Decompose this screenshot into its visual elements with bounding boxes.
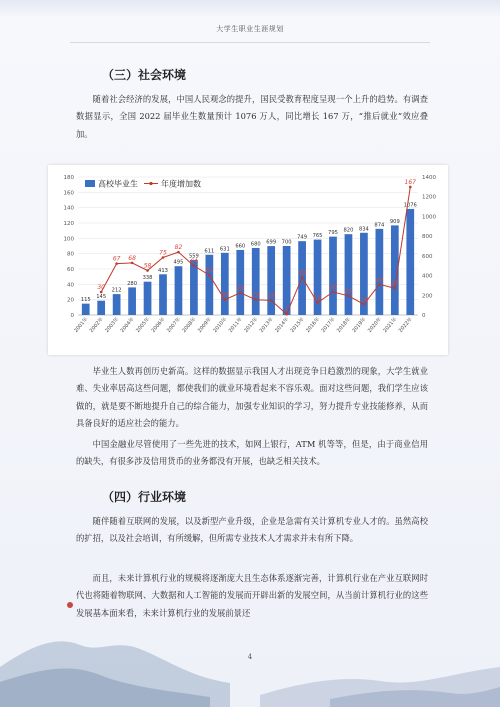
x-tick-label: 2017年 — [320, 316, 337, 334]
bar — [221, 253, 229, 315]
line-point — [100, 291, 103, 294]
y-left-tick-label: 0 — [70, 313, 74, 319]
x-tick-label: 2015年 — [289, 316, 306, 334]
line-value-label: 52 — [205, 267, 214, 275]
y-left-tick-label: 160 — [63, 190, 74, 197]
page-number: 4 — [247, 653, 253, 661]
line-point — [409, 186, 412, 189]
line-point — [347, 295, 350, 298]
bar — [329, 237, 337, 315]
section-heading-industry: （四）行业环境 — [102, 490, 187, 504]
x-tick-label: 2016年 — [305, 316, 322, 334]
x-tick-label: 2019年 — [351, 316, 368, 334]
bar — [283, 246, 291, 315]
bar-value-label: 145 — [96, 294, 107, 301]
line-point — [146, 269, 149, 272]
line-value-label: 75 — [159, 249, 167, 257]
x-tick-label: 2009年 — [196, 316, 213, 334]
line-value-label: 64 — [190, 257, 198, 265]
x-tick-label: 2020年 — [366, 316, 383, 334]
paragraph-text: 而且，未来计算机行业的规模将逐渐庞大且生态体系逐渐完善，计算机行业在产业互联网时代也将随着物联网、大数据和人工智能的发展而开辟出新的发展空间，从当前计算机行业的这些发展基本面来看，未来计算机行业的发展前景还 — [76, 573, 428, 618]
chart-panel — [48, 165, 448, 355]
x-tick-label: 2004年 — [119, 316, 136, 334]
bar — [190, 257, 198, 315]
x-tick-label: 2002年 — [88, 316, 105, 334]
bar — [206, 255, 214, 315]
bar-value-label: 820 — [343, 227, 354, 234]
x-tick-label: 2008年 — [181, 316, 198, 334]
bar — [345, 234, 353, 315]
ink-mountain-decoration — [0, 587, 500, 707]
x-tick-label: 2021年 — [382, 316, 399, 334]
line-point — [193, 265, 196, 268]
line-point — [224, 298, 227, 301]
header-rule — [70, 42, 430, 43]
bar-value-label: 909 — [389, 218, 400, 225]
line-value-label: 82 — [174, 244, 183, 252]
y-right-tick-label: 1000 — [422, 214, 436, 221]
line-value-label: 49 — [298, 269, 306, 277]
y-right-tick-label: 800 — [422, 234, 433, 241]
bar — [97, 301, 105, 315]
line-point — [301, 276, 304, 279]
line-point — [316, 301, 319, 304]
line-value-label: 20 — [220, 291, 229, 299]
bar-value-label: 212 — [111, 287, 122, 294]
bar-value-label: 765 — [312, 233, 323, 240]
x-tick-label: 2007年 — [165, 316, 182, 334]
line-value-label: 58 — [143, 262, 152, 270]
bar-value-label: 280 — [127, 280, 138, 287]
bar-value-label: 660 — [235, 243, 246, 250]
line-value-label: 16 — [313, 294, 322, 302]
bar — [144, 282, 152, 315]
legend-label-increase: 年度增加数 — [161, 179, 201, 189]
line-point — [177, 251, 180, 254]
y-right-tick-label: 200 — [422, 293, 433, 300]
x-tick-label: 2001年 — [73, 316, 90, 334]
y-left-tick-label: 100 — [63, 236, 74, 243]
y-left-tick-label: 60 — [67, 267, 74, 273]
line-value-label: 40 — [375, 276, 384, 284]
line-value-label: 1 — [284, 306, 289, 314]
y-right-tick-label: 1400 — [422, 175, 436, 181]
line-point — [378, 283, 381, 286]
x-tick-label: 2014年 — [274, 316, 291, 334]
bar-value-label: 1076 — [403, 202, 417, 209]
line-value-label: 25 — [344, 287, 353, 295]
line-value-label: 19 — [267, 292, 276, 300]
x-tick-label: 2006年 — [150, 316, 167, 334]
legend-marker-line — [149, 182, 152, 185]
bar-value-label: 795 — [328, 230, 338, 237]
x-tick-label: 2018年 — [335, 316, 352, 334]
line-point — [394, 287, 397, 290]
paragraph-text: 随着社会经济的发展，中国人民观念的提升，国民受教育程度呈现一个上升的趋势。有调查数据显示，全国 2022 届毕业生数量预计 1076 万人，同比增长 167 万，“推后就业”效应叠加。 — [76, 94, 428, 139]
y-left-tick-label: 40 — [67, 282, 74, 289]
line-point — [131, 262, 134, 265]
line-point — [254, 298, 257, 301]
bar — [236, 250, 244, 315]
bar-value-label: 413 — [158, 267, 168, 274]
line-point — [208, 274, 211, 277]
legend-label-graduates: 高校毕业生 — [98, 179, 138, 189]
y-right-tick-label: 600 — [422, 253, 433, 260]
bar — [175, 266, 183, 315]
line-value-label: 30 — [329, 284, 337, 291]
running-header: 大学生职业生涯规划 — [216, 25, 284, 33]
bar-value-label: 699 — [266, 239, 277, 246]
line-value-label: 14 — [360, 296, 368, 304]
line-value-label: 35 — [390, 280, 399, 288]
y-left-tick-label: 180 — [63, 175, 74, 181]
bar-value-label: 115 — [80, 297, 91, 304]
paragraph-text: 随伴随着互联网的发展，以及新型产业升级，企业是急需有关计算机专业人才的。虽然高校的扩招，以及社会培训，有所缓解，但所需专业技术人才需求并未有所下降。 — [76, 516, 428, 544]
top-background — [0, 0, 500, 18]
bar — [128, 287, 136, 315]
bar-value-label: 749 — [297, 234, 308, 241]
graduates-chart — [48, 165, 448, 355]
bar — [376, 229, 384, 315]
x-tick-label: 2005年 — [135, 316, 152, 334]
bar — [82, 304, 90, 315]
paragraph-text: 中国金融业尽管使用了一些先进的技术，如网上银行，ATM 机等等，但是，由于商业信用的缺失，有很多涉及信用货币的业务都没有开展，也缺乏相关技术。 — [76, 439, 428, 467]
paragraph-industry — [76, 513, 428, 548]
bar — [113, 294, 121, 315]
line-point — [162, 256, 165, 259]
section-heading-social: （三）社会环境 — [102, 68, 187, 82]
bar — [159, 274, 167, 315]
line-value-label: 68 — [128, 254, 136, 262]
bar-value-label: 680 — [250, 241, 261, 248]
line-point — [239, 291, 242, 294]
bar-value-label: 834 — [358, 226, 369, 233]
bar — [406, 209, 414, 315]
bar-value-label: 559 — [188, 253, 199, 260]
x-tick-label: 2022年 — [397, 316, 414, 334]
line-point — [270, 299, 273, 302]
y-right-tick-label: 400 — [422, 273, 433, 280]
x-tick-label: 2010年 — [212, 316, 229, 334]
x-tick-label: 2011年 — [227, 316, 244, 334]
bar-value-label: 495 — [173, 259, 184, 266]
line-point — [332, 291, 335, 294]
line-value-label: 30 — [97, 284, 106, 291]
y-left-tick-label: 140 — [63, 205, 74, 212]
paragraph-social-intro — [76, 91, 428, 143]
bar-value-label: 700 — [281, 239, 292, 246]
bar-value-label: 874 — [374, 222, 385, 229]
line-value-label: 167 — [404, 178, 416, 186]
legend-swatch-bar — [85, 180, 95, 187]
line-value-label: 29 — [236, 284, 245, 292]
y-left-tick-label: 20 — [67, 297, 74, 304]
y-right-tick-label: 0 — [422, 313, 426, 319]
paragraph-employment — [76, 363, 428, 433]
line-value-label: 20 — [251, 291, 260, 299]
paragraph-text: 毕业生人数再创历史新高。这样的数据显示我国人才出现竞争日趋激烈的现象，大学生就业难、失业率居高这些问题，都使我们的就业环境看起来不容乐观。面对这些问题，我们学生应该做的，就是要不断地提升自己的综合能力，加强专业知识的学习，努力提升专业技能修养，从而具备良好的适应社会的能力。 — [76, 366, 428, 429]
x-tick-label: 2012年 — [243, 316, 260, 334]
y-right-tick-label: 1200 — [422, 194, 436, 201]
x-tick-label: 2003年 — [104, 316, 121, 334]
y-left-tick-label: 80 — [67, 251, 74, 258]
y-left-tick-label: 120 — [63, 221, 74, 227]
x-tick-label: 2013年 — [258, 316, 275, 334]
line-point — [115, 262, 118, 265]
paragraph-finance — [76, 436, 428, 471]
line-point — [363, 303, 366, 306]
bar-value-label: 631 — [219, 246, 230, 253]
line-point — [285, 313, 288, 316]
bar — [267, 246, 275, 315]
bar — [252, 248, 260, 315]
bar-value-label: 338 — [142, 275, 153, 282]
line-value-label: 67 — [112, 255, 121, 263]
bar-value-label: 611 — [204, 248, 215, 255]
